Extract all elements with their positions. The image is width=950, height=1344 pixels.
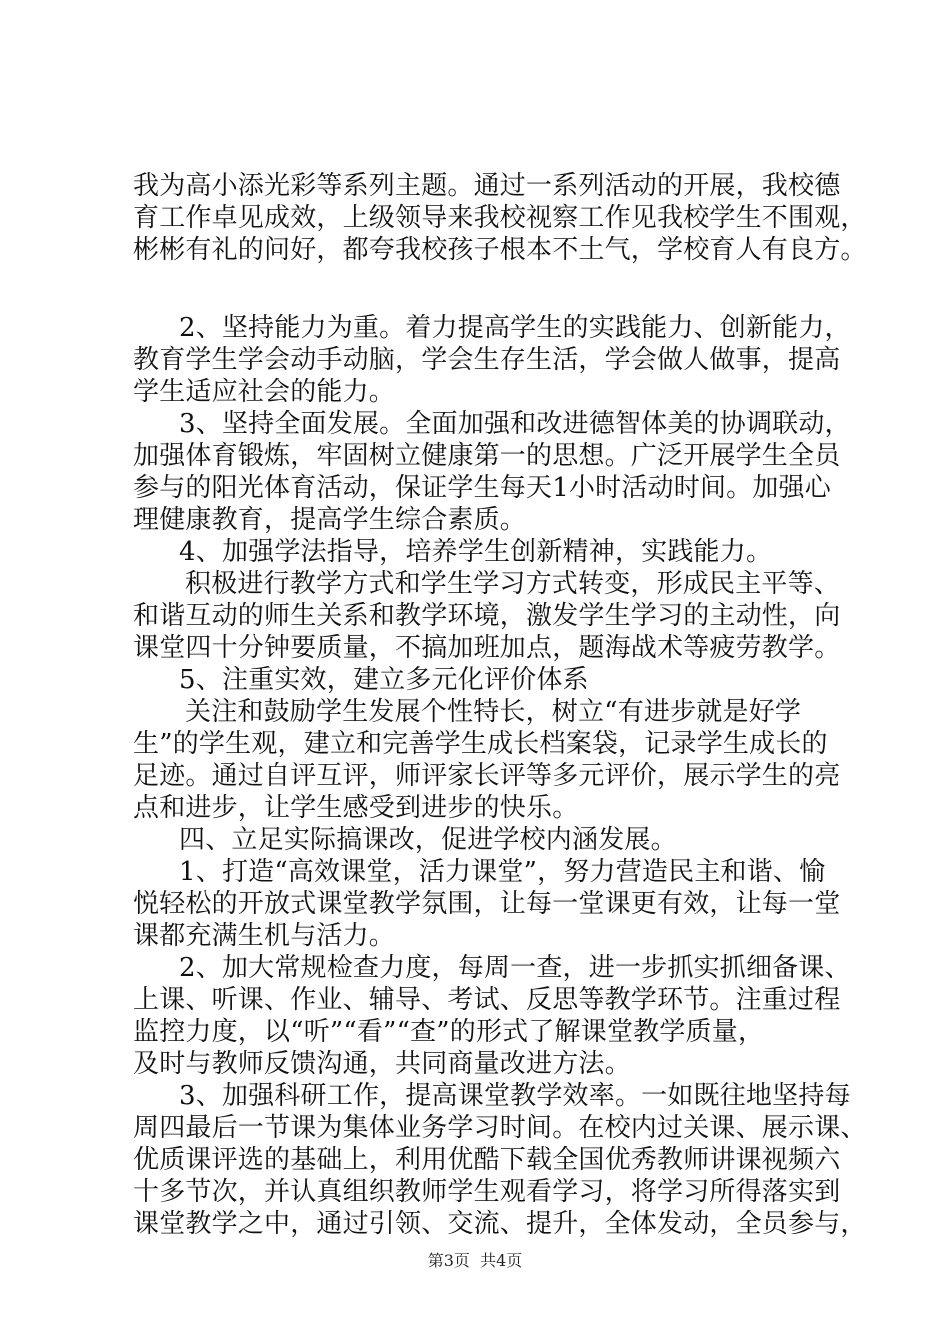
text-line: 上课、听课、作业、辅导、考试、反思等教学环节。注重过程	[133, 985, 841, 1015]
paragraph-gap	[133, 266, 833, 312]
text-line: 课堂教学之中，通过引领、交流、提升，全体发动，全员参与，	[133, 1209, 867, 1239]
text-line: 课堂四十分钟要质量，不搞加班加点，题海战术等疲劳教学。	[133, 633, 841, 663]
text-line: 及时与教师反馈沟通，共同商量改进方法。	[133, 1049, 631, 1079]
text-line: 优质课评选的基础上，利用优酷下载全国优秀教师讲课视频六	[133, 1145, 841, 1175]
text-line: 点和进步，让学生感受到进步的快乐。	[133, 793, 579, 823]
text-line: 和谐互动的师生关系和教学环境，激发学生学习的主动性，向	[133, 601, 841, 631]
text-line: 积极进行教学方式和学生学习方式转变，形成民主平等、	[185, 569, 841, 599]
text-line: 关注和鼓励学生发展个性特长，树立“有进步就是好学	[185, 697, 802, 727]
text-line: 2、坚持能力为重。着力提高学生的实践能力、创新能力，	[179, 313, 851, 343]
text-line: 课都充满生机与活力。	[133, 921, 396, 951]
page-number-label: 第3页 共4页	[427, 1251, 523, 1270]
text-line: 彬彬有礼的问好，都夸我校孩子根本不土气，学校育人有良方。	[133, 235, 867, 265]
text-line: 3、坚持全面发展。全面加强和改进德智体美的协调联动，	[179, 409, 851, 439]
text-line: 5、注重实效，建立多元化评价体系	[179, 665, 589, 695]
page-footer	[0, 1251, 950, 1271]
document-body	[133, 170, 867, 1240]
text-line: 1、打造“高效课堂，活力课堂”，努力营造民主和谐、愉	[179, 857, 826, 887]
text-line: 我为高小添光彩等系列主题。通过一系列活动的开展，我校德	[133, 171, 841, 201]
text-line: 悦轻松的开放式课堂教学氛围，让每一堂课更有效，让每一堂	[133, 889, 841, 919]
text-line: 监控力度，以“听”“看”“查”的形式了解课堂教学质量，	[133, 1017, 765, 1047]
text-line: 加强体育锻炼，牢固树立健康第一的思想。广泛开展学生全员	[133, 441, 841, 471]
text-line: 育工作卓见成效，上级领导来我校视察工作见我校学生不围观，	[133, 203, 867, 233]
text-line: 参与的阳光体育活动，保证学生每天1小时活动时间。加强心	[133, 473, 831, 503]
text-line: 生”的学生观，建立和完善学生成长档案袋，记录学生成长的	[133, 729, 828, 759]
text-line: 理健康教育，提高学生综合素质。	[133, 505, 527, 535]
text-line: 2、加大常规检查力度，每周一查，进一步抓实抓细备课、	[179, 953, 851, 983]
text-line: 周四最后一节课为集体业务学习时间。在校内过关课、展示课、	[133, 1113, 867, 1143]
text-line: 学生适应社会的能力。	[133, 377, 396, 407]
section-heading: 四、立足实际搞课改，促进学校内涵发展。	[179, 825, 677, 855]
text-line: 足迹。通过自评互评，师评家长评等多元评价，展示学生的亮	[133, 761, 841, 791]
text-line: 4、加强学法指导，培养学生创新精神，实践能力。	[179, 537, 773, 567]
text-line: 十多节次，并认真组织教师学生观看学习，将学习所得落实到	[133, 1177, 841, 1207]
text-line: 3、加强科研工作，提高课堂教学效率。一如既往地坚持每	[179, 1081, 851, 1111]
text-line: 教育学生学会动手动脑，学会生存生活，学会做人做事，提高	[133, 345, 841, 375]
